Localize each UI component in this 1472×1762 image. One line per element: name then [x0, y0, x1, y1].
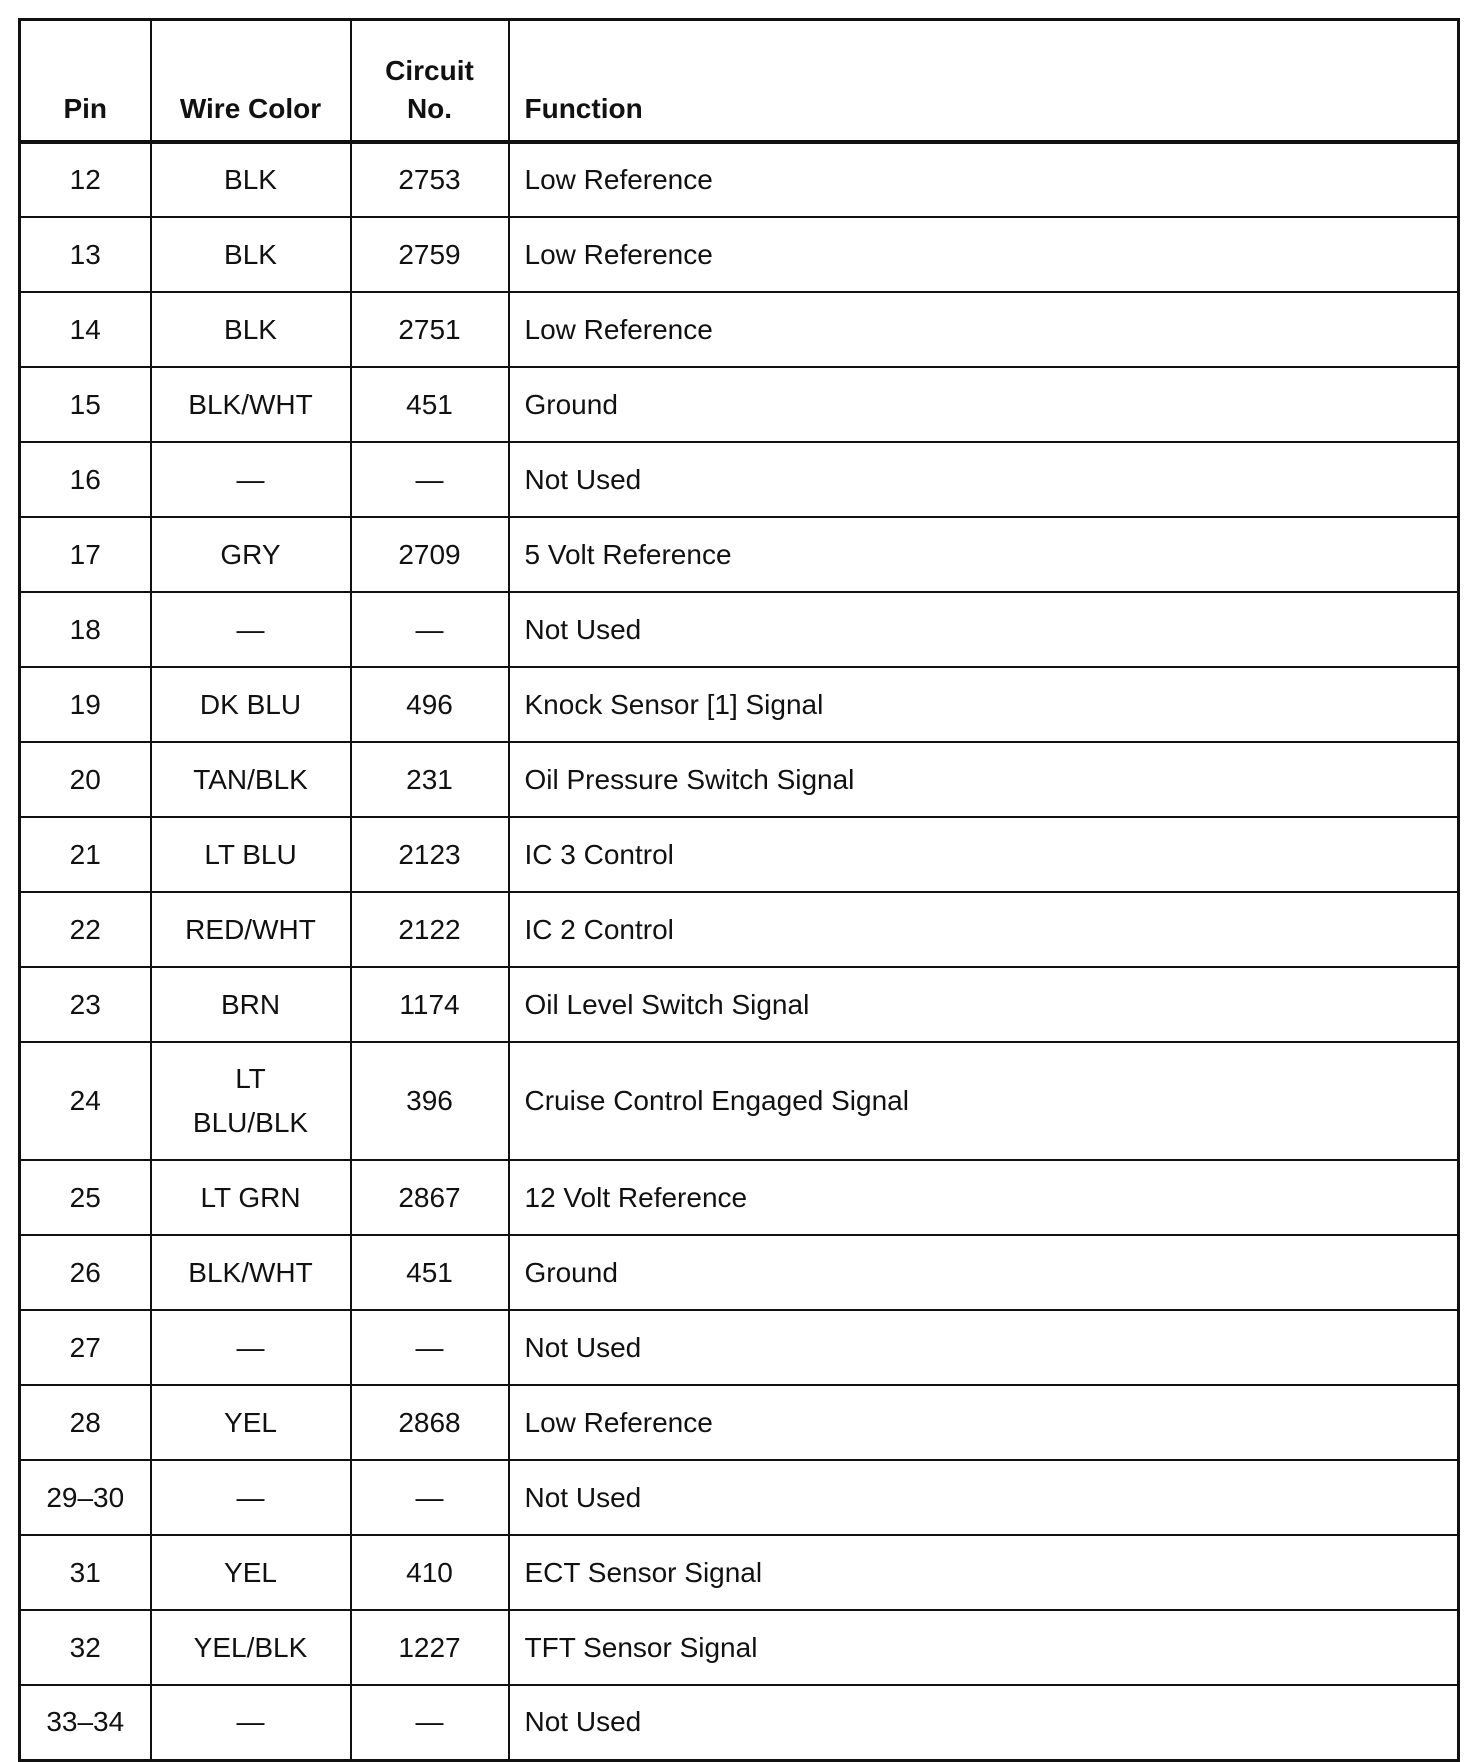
cell-circuit: — [351, 1310, 509, 1385]
cell-function: 5 Volt Reference [509, 517, 1459, 592]
cell-circuit: 2709 [351, 517, 509, 592]
table-row [20, 667, 1459, 742]
cell-wire-color: YEL/BLK [151, 1610, 351, 1685]
header-circuit-line1: Circuit [385, 55, 474, 86]
cell-wire-color: YEL [151, 1385, 351, 1460]
table-row [20, 817, 1459, 892]
cell-wire-color: BRN [151, 967, 351, 1042]
header-circuit-no [351, 20, 509, 143]
cell-wire-color: BLK/WHT [151, 1235, 351, 1310]
header-wire-color: Wire Color [151, 20, 351, 143]
cell-function: Not Used [509, 442, 1459, 517]
cell-function: Not Used [509, 592, 1459, 667]
header-row [20, 20, 1459, 143]
table-row [20, 1235, 1459, 1310]
table-body [20, 142, 1459, 1760]
table-row [20, 1042, 1459, 1160]
cell-function: Low Reference [509, 217, 1459, 292]
cell-pin: 31 [20, 1535, 151, 1610]
cell-pin: 12 [20, 142, 151, 217]
cell-circuit: 2753 [351, 142, 509, 217]
header-function: Function [509, 20, 1459, 143]
cell-circuit: 2868 [351, 1385, 509, 1460]
cell-function: 12 Volt Reference [509, 1160, 1459, 1235]
cell-circuit: — [351, 1685, 509, 1760]
cell-wire-color: LT GRN [151, 1160, 351, 1235]
cell-pin: 18 [20, 592, 151, 667]
cell-wire-color: RED/WHT [151, 892, 351, 967]
table-row [20, 1160, 1459, 1235]
cell-wire-color: GRY [151, 517, 351, 592]
cell-wire-color: BLK [151, 217, 351, 292]
cell-circuit: — [351, 592, 509, 667]
cell-function: Not Used [509, 1685, 1459, 1760]
cell-pin: 28 [20, 1385, 151, 1460]
cell-wire-color [151, 1042, 351, 1160]
table-header [20, 20, 1459, 143]
cell-pin: 21 [20, 817, 151, 892]
cell-wire-color: — [151, 592, 351, 667]
cell-function: Oil Pressure Switch Signal [509, 742, 1459, 817]
cell-function: Not Used [509, 1460, 1459, 1535]
cell-circuit: 2122 [351, 892, 509, 967]
cell-circuit: 496 [351, 667, 509, 742]
cell-wire-color-line2: BLU/BLK [192, 1107, 309, 1138]
cell-pin: 24 [20, 1042, 151, 1160]
cell-wire-color: TAN/BLK [151, 742, 351, 817]
table-row [20, 1535, 1459, 1610]
cell-circuit: 1227 [351, 1610, 509, 1685]
cell-wire-color: — [151, 442, 351, 517]
cell-circuit: 1174 [351, 967, 509, 1042]
cell-circuit: 396 [351, 1042, 509, 1160]
table-row [20, 292, 1459, 367]
cell-wire-color: BLK/WHT [151, 367, 351, 442]
cell-wire-color: — [151, 1310, 351, 1385]
cell-pin: 20 [20, 742, 151, 817]
cell-function: Low Reference [509, 142, 1459, 217]
cell-wire-color: YEL [151, 1535, 351, 1610]
cell-function: Ground [509, 1235, 1459, 1310]
connector-pinout-table [18, 18, 1460, 1762]
cell-function: Low Reference [509, 292, 1459, 367]
table-row [20, 1385, 1459, 1460]
cell-circuit: 410 [351, 1535, 509, 1610]
cell-wire-color: LT BLU [151, 817, 351, 892]
table-row [20, 1310, 1459, 1385]
table-row [20, 1610, 1459, 1685]
cell-pin: 33–34 [20, 1685, 151, 1760]
cell-pin: 32 [20, 1610, 151, 1685]
cell-pin: 15 [20, 367, 151, 442]
table-row [20, 517, 1459, 592]
cell-pin: 27 [20, 1310, 151, 1385]
cell-pin: 23 [20, 967, 151, 1042]
cell-pin: 22 [20, 892, 151, 967]
cell-circuit: — [351, 1460, 509, 1535]
table-row [20, 442, 1459, 517]
cell-circuit: 2123 [351, 817, 509, 892]
cell-function: IC 2 Control [509, 892, 1459, 967]
table-row [20, 1460, 1459, 1535]
table-row [20, 367, 1459, 442]
cell-function: Cruise Control Engaged Signal [509, 1042, 1459, 1160]
cell-function: Low Reference [509, 1385, 1459, 1460]
cell-circuit: 451 [351, 367, 509, 442]
cell-function: Knock Sensor [1] Signal [509, 667, 1459, 742]
table-row [20, 217, 1459, 292]
cell-pin: 17 [20, 517, 151, 592]
cell-pin: 25 [20, 1160, 151, 1235]
table-row [20, 742, 1459, 817]
cell-function: Not Used [509, 1310, 1459, 1385]
cell-pin: 16 [20, 442, 151, 517]
table-row [20, 967, 1459, 1042]
cell-circuit: — [351, 442, 509, 517]
cell-function: TFT Sensor Signal [509, 1610, 1459, 1685]
header-pin: Pin [20, 20, 151, 143]
cell-wire-color: — [151, 1685, 351, 1760]
table-row [20, 892, 1459, 967]
cell-pin: 26 [20, 1235, 151, 1310]
cell-pin: 29–30 [20, 1460, 151, 1535]
cell-function: Ground [509, 367, 1459, 442]
cell-wire-color: — [151, 1460, 351, 1535]
cell-circuit: 2867 [351, 1160, 509, 1235]
cell-circuit: 2751 [351, 292, 509, 367]
cell-function: Oil Level Switch Signal [509, 967, 1459, 1042]
cell-wire-color: DK BLU [151, 667, 351, 742]
cell-function: ECT Sensor Signal [509, 1535, 1459, 1610]
header-circuit-line2: No. [406, 93, 453, 124]
cell-pin: 14 [20, 292, 151, 367]
cell-wire-color: BLK [151, 292, 351, 367]
cell-wire-color: BLK [151, 142, 351, 217]
cell-wire-color-line1: LT [235, 1063, 266, 1094]
table-row [20, 592, 1459, 667]
cell-circuit: 2759 [351, 217, 509, 292]
table-row [20, 142, 1459, 217]
cell-pin: 13 [20, 217, 151, 292]
cell-circuit: 451 [351, 1235, 509, 1310]
cell-function: IC 3 Control [509, 817, 1459, 892]
cell-circuit: 231 [351, 742, 509, 817]
table-row [20, 1685, 1459, 1760]
cell-pin: 19 [20, 667, 151, 742]
